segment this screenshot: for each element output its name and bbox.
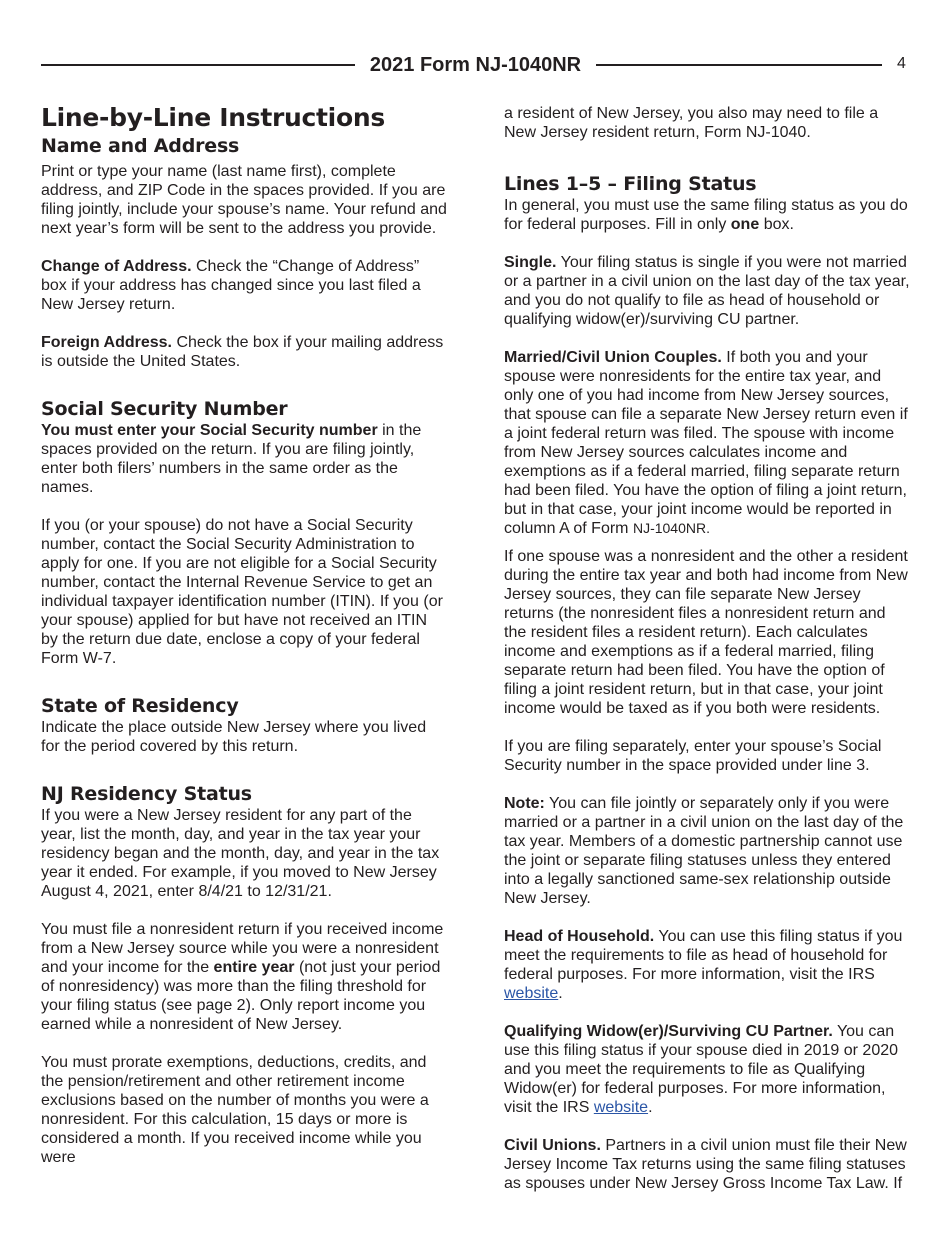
civil-unions-paragraph bbox=[504, 1136, 910, 1193]
filing-intro-start: In general, you must use the same filing status as you do for federal purposes. Fill in only bbox=[504, 197, 908, 233]
note-label: Note: bbox=[504, 795, 545, 812]
heading-nj-residency-status: NJ Residency Status bbox=[41, 783, 252, 805]
irs-website-link-1[interactable]: website bbox=[504, 985, 559, 1002]
single-label: Single. bbox=[504, 254, 557, 271]
ssn-requirement-bold: You must enter your Social Security number bbox=[41, 422, 378, 439]
change-of-address-label: Change of Address. bbox=[41, 258, 192, 275]
single-paragraph bbox=[504, 253, 910, 329]
entire-year-bold: entire year bbox=[213, 959, 295, 976]
foreign-address-paragraph bbox=[41, 333, 447, 371]
married-form-name: NJ-1040NR. bbox=[632, 520, 710, 536]
nj-status-paragraph-2 bbox=[41, 920, 447, 1034]
note-paragraph bbox=[504, 794, 910, 908]
nj-status-paragraph-1: If you were a New Jersey resident for any part of the year, list the month, day, and year in the tax year your residency began and the month, day, and year in the tax year it ended. For example, if you moved to New Jersey August 4, 2021, enter 8/4/21 to 12/31/21. bbox=[41, 807, 440, 900]
change-of-address-text: Check the “Change of Address” box if your address has changed since you last filed a New Jersey return. bbox=[41, 258, 421, 313]
heading-social-security: Social Security Number bbox=[41, 398, 288, 420]
irs-website-link-2[interactable]: website bbox=[593, 1099, 649, 1116]
name-address-paragraph: Print or type your name (last name first), complete address, and ZIP Code in the spaces provided. If you are filing jointly, include your spouse’s name. Your refund and next year’s form will be sent to the address you provide. bbox=[41, 163, 447, 237]
continuation-paragraph: a resident of New Jersey, you also may need to file a New Jersey resident return, Form NJ-1040. bbox=[504, 105, 879, 141]
change-of-address-paragraph bbox=[41, 257, 447, 314]
heading-filing-status: Lines 1–5 – Filing Status bbox=[504, 173, 757, 195]
head-of-household-label: Head of Household. bbox=[504, 928, 655, 945]
ssn-paragraph-1 bbox=[41, 421, 447, 497]
filing-status-intro bbox=[504, 196, 910, 234]
ssn-requirement-text: in the spaces provided on the return. If you are filing jointly, enter both filers’ numbers in the same order as the names. bbox=[41, 422, 422, 496]
foreign-address-label: Foreign Address. bbox=[41, 334, 172, 351]
nj-status-paragraph-3: You must prorate exemptions, deductions, credits, and the pension/retirement and other retirement income exclusions based on the number of months you were a nonresident. For this calculation, 15 days or more is considered a month. If you received income while you were bbox=[41, 1054, 429, 1166]
married-text: If both you and your spouse were nonresidents for the entire tax year, and only one of you had income from New Jersey sources, that spouse can file a separate New Jersey return even if a joint federal return was filed. The spouse with income from New Jersey sources calculates income and exemptions as if a federal married, filing separate return had been filed. You have the option of filing a joint return, but in that case, your joint income would be reported in column A of Form bbox=[504, 349, 908, 537]
qualifying-widow-label: Qualifying Widow(er)/Surviving CU Partner. bbox=[504, 1023, 833, 1040]
single-text: Your filing status is single if you were not married or a partner in a civil union on the last day of the tax year, and you do not qualify to file as head of household or qualifying widow(er)/surviving CU partner. bbox=[504, 254, 910, 328]
ssn-paragraph-2: If you (or your spouse) do not have a Social Security number, contact the Social Security Administration to apply for one. If you are not eligible for a Social Security number, contact the Internal Revenue Service to get an individual taxpayer identification number (ITIN). If you (or your spouse) applied for but have not received an ITIN by the return due date, enclose a copy of your federal Form W-7. bbox=[41, 517, 443, 667]
civil-unions-text: Partners in a civil union must file their New Jersey Income Tax returns using the same filing statuses as spouses under New Jersey Gross Income Tax Law. If bbox=[504, 1137, 907, 1192]
filing-separately-paragraph: If you are filing separately, enter your spouse’s Social Security number in the space provided under line 3. bbox=[504, 738, 882, 774]
married-paragraph bbox=[504, 348, 910, 538]
note-text: You can file jointly or separately only if you were married or a partner in a civil union on the last day of the tax year. Members of a domestic partnership cannot use the joint or separate filing statuses unless they entered into a legally sanctioned same-sex relationship outside New Jersey. bbox=[504, 795, 904, 907]
filing-intro-end: box. bbox=[763, 216, 794, 233]
spouse-resident-paragraph: If one spouse was a nonresident and the other a resident during the entire tax year and both had income from New Jersey sources, they can file separate New Jersey returns (the nonresident files a nonresident return and the resident files a resident return). Each calculates income and exemptions as if a federal married, filing separate return had been filed. You have the option of filing a joint resident return, but in that case, your joint income would be taxed as if you both were residents. bbox=[504, 548, 908, 717]
head-of-household-paragraph: Head of Household. You can use this filing status if you meet the requirements to file as head of household for federal purposes. For more information, visit the IRS website. bbox=[504, 928, 903, 1002]
nj-status-p2-end: (not just your period of nonresidency) was more than the filing threshold for your filing status (see page 2). Only report income you earned while a nonresident of New Jersey. bbox=[41, 959, 441, 1033]
civil-unions-label: Civil Unions. bbox=[504, 1137, 601, 1154]
nj-status-p2-start: You must file a nonresident return if you received income from a New Jersey source while you were a nonresident and your income for the bbox=[41, 921, 444, 976]
header-rule-right bbox=[596, 64, 882, 66]
qualifying-widow-paragraph: Qualifying Widow(er)/Surviving CU Partner. You can use this filing status if your spouse died in 2019 or 2020 and you meet the requirements to file as Qualifying Widow(er) for federal purposes. For more information, visit the IRS website. bbox=[504, 1023, 899, 1116]
qualifying-widow-text: You can use this filing status if your spouse died in 2019 or 2020 and you meet the requirements to file as Qualifying Widow(er) for federal purposes. For more information, visit the IRS bbox=[504, 1023, 899, 1116]
residency-paragraph: Indicate the place outside New Jersey where you lived for the period covered by this return. bbox=[41, 719, 427, 755]
head-of-household-text: You can use this filing status if you meet the requirements to file as head of household for federal purposes. For more information, visit the IRS bbox=[504, 928, 903, 983]
heading-state-of-residency: State of Residency bbox=[41, 695, 239, 717]
heading-name-address: Name and Address bbox=[41, 135, 240, 157]
married-label: Married/Civil Union Couples. bbox=[504, 349, 722, 366]
page-number: 4 bbox=[897, 55, 906, 72]
main-heading: Line-by-Line Instructions bbox=[41, 103, 385, 132]
left-column bbox=[41, 103, 447, 1167]
header-rule-left bbox=[41, 64, 355, 66]
right-column bbox=[504, 104, 910, 1193]
one-bold: one bbox=[730, 216, 760, 233]
form-title: 2021 Form NJ-1040NR bbox=[369, 54, 582, 76]
foreign-address-text: Check the box if your mailing address is outside the United States. bbox=[41, 334, 444, 370]
